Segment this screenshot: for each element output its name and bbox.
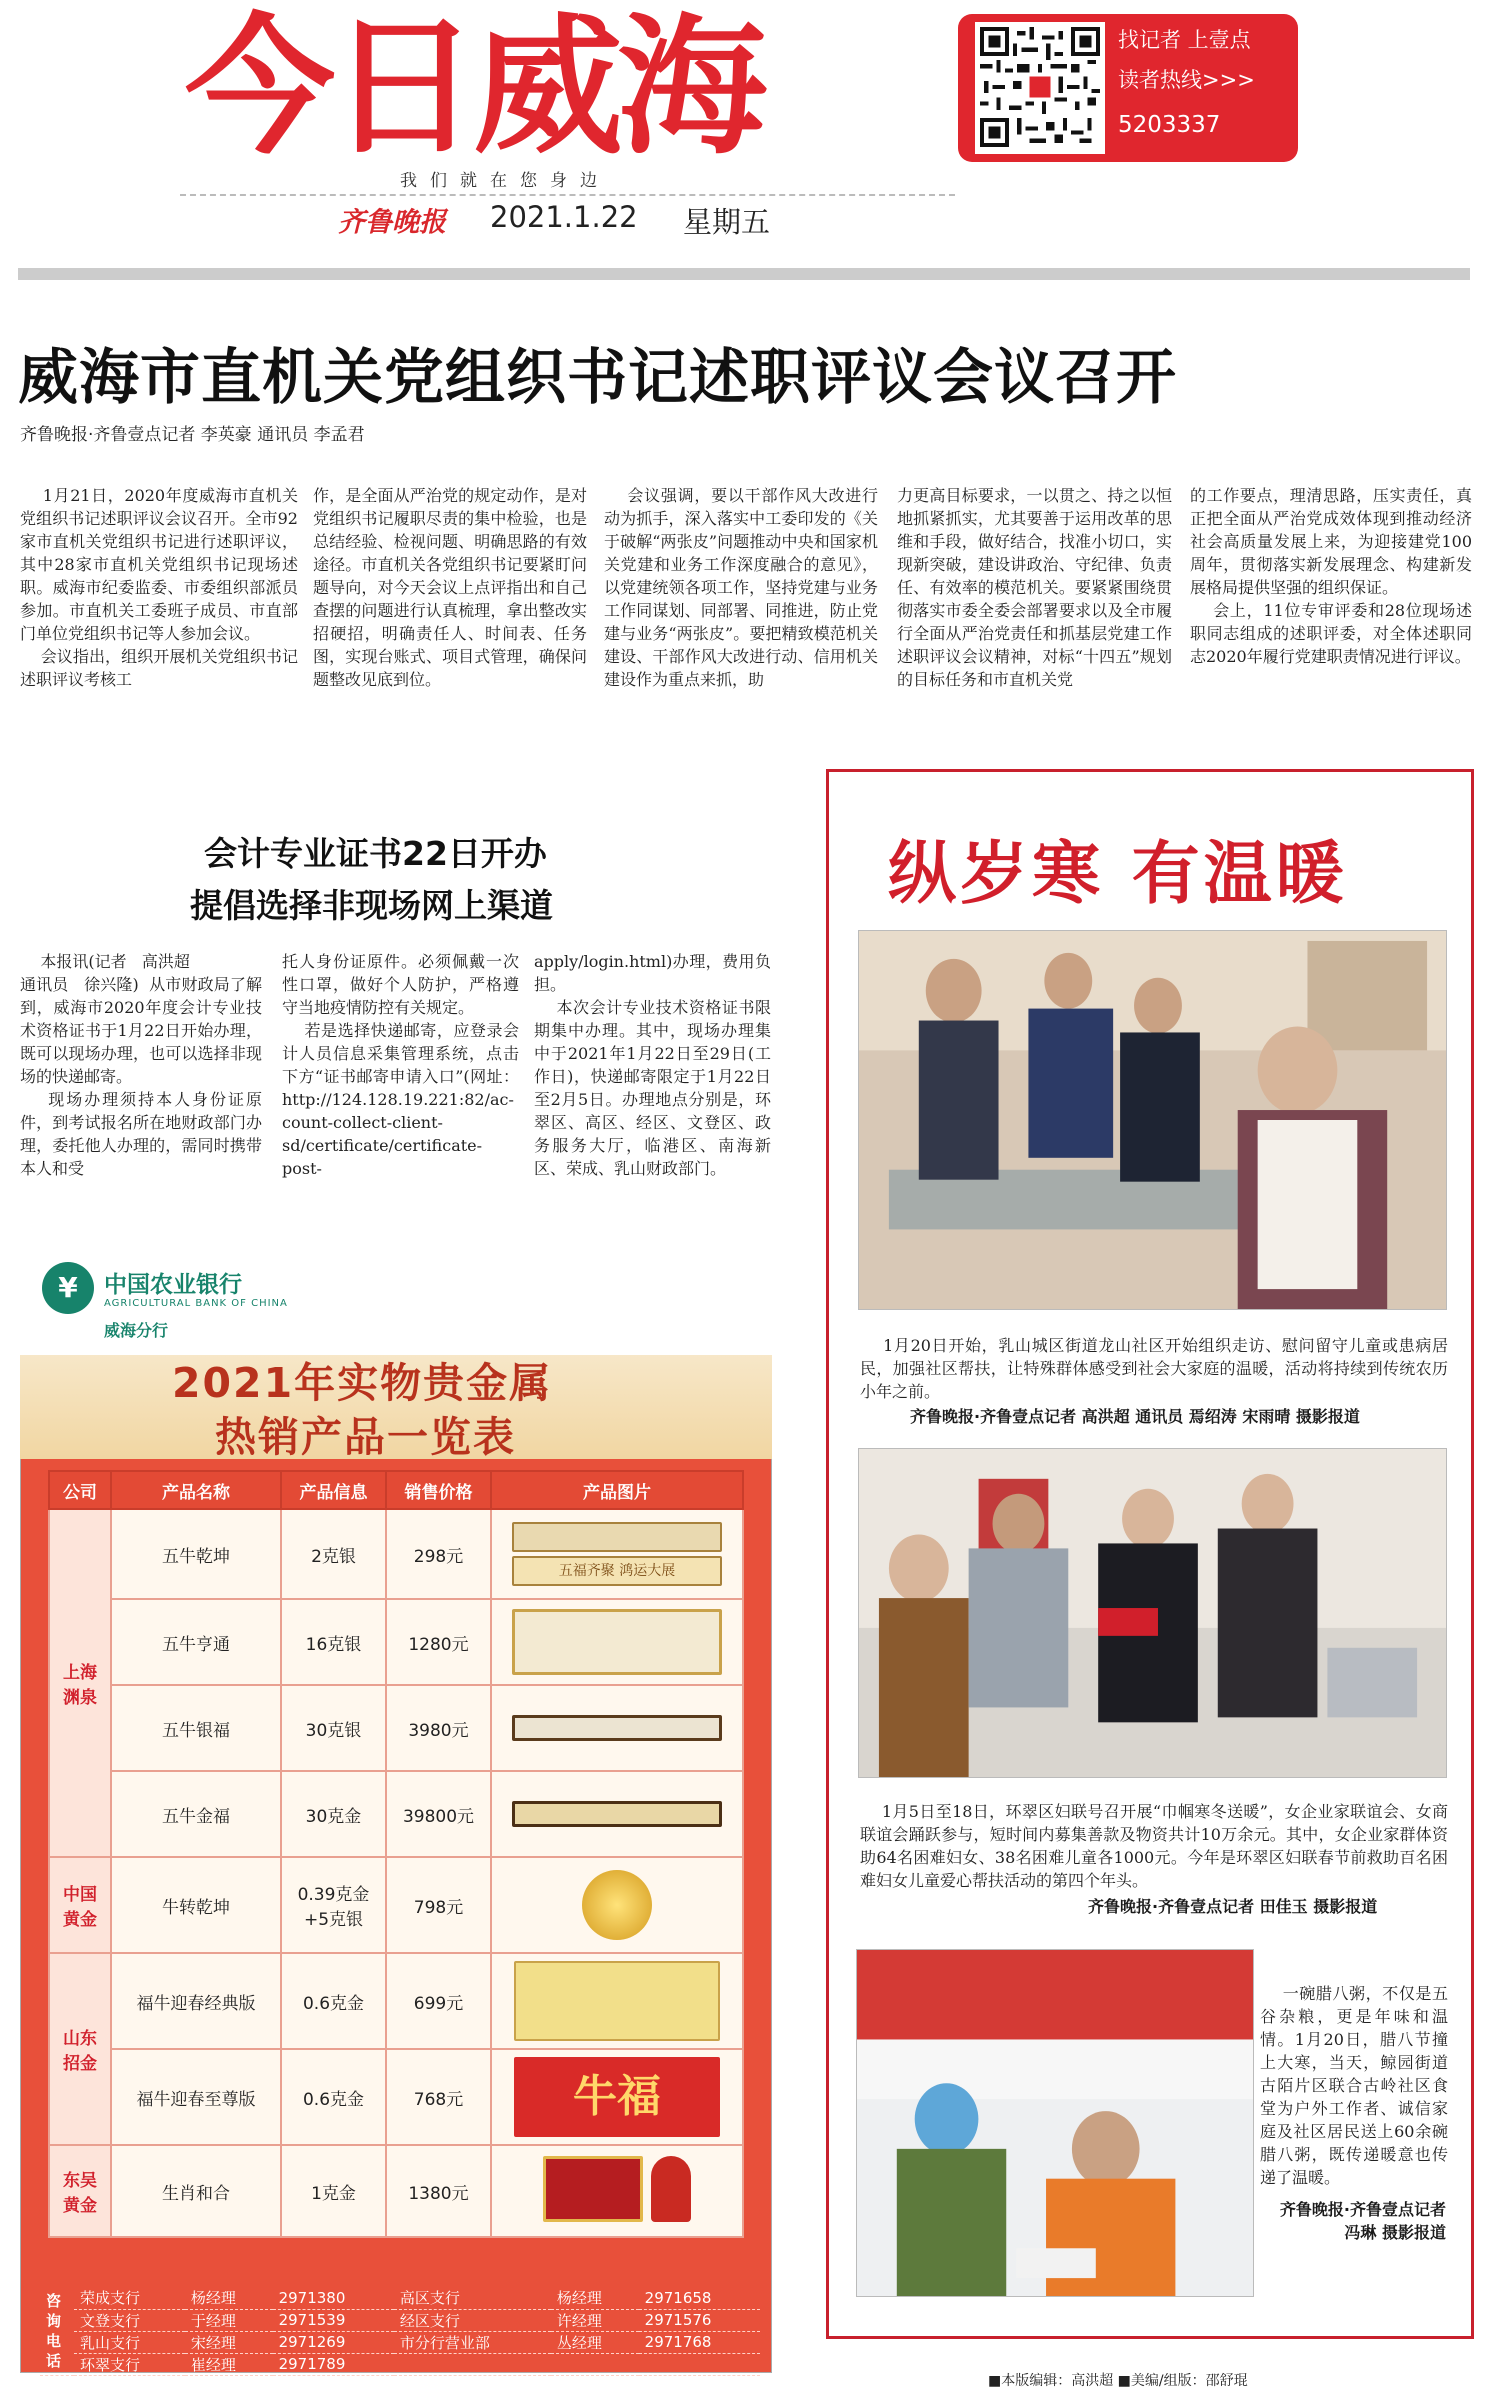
product-name: 福牛迎春至尊版	[111, 2049, 281, 2145]
photo-caption-3: 一碗腊八粥，不仅是五谷杂粮，更是年味和温情。1月20日，腊八节撞上大寒，当天，鲸园街道古陌片区联合古岭社区食堂为户外工作者、诚信家庭及社区居民送上60余碗腊八粥，既传递暖意也传递了温暖。	[1260, 1984, 1448, 2187]
branch-name: 市分行营业部	[394, 2331, 551, 2353]
col-header-image: 产品图片	[491, 1471, 743, 1509]
col-header-name: 产品名称	[111, 1471, 281, 1509]
contact-table	[40, 2287, 760, 2376]
page-editor-credit: ■本版编辑：高洪超 ■美编/组版：邵舒琨	[988, 2373, 1248, 2389]
branch-name: 高区支行	[394, 2287, 551, 2309]
product-price: 798元	[386, 1857, 491, 1953]
manager-name	[551, 2353, 639, 2375]
product-image-cell	[491, 1685, 743, 1771]
product-image-cell	[491, 1771, 743, 1857]
photo-laba-porridge	[856, 1949, 1254, 2297]
company-cell: 中国 黄金	[49, 1857, 111, 1953]
company-cell: 山东 招金	[49, 1953, 111, 2145]
photo-credit-1: 齐鲁晚报·齐鲁壹点记者 高洪超 通讯员 焉绍涛 宋雨晴 摄影报道	[910, 1407, 1360, 1426]
product-info: 0.6克金	[281, 1953, 386, 2049]
photo-credit-2: 齐鲁晚报·齐鲁壹点记者 田佳玉 摄影报道	[1088, 1897, 1378, 1916]
masthead-divider	[180, 194, 955, 196]
main-column-2: 作，是全面从严治党的规定动作，是对党组织书记履职尽责的集中检验，也是总结经验、检视问题、明确思路的有效途径。市直机关各党组织书记要紧盯问题导向，对今天会议上点评指出和自己查摆的问题进行认真梳理，拿出整改实招硬招，明确责任人、时间表、任务图，实现台账式、项目式管理，确保问题整改见底到位。	[313, 486, 587, 689]
product-image	[512, 1609, 722, 1675]
branch-name: 文登支行	[74, 2309, 185, 2331]
product-price-table	[48, 1470, 744, 2238]
main-column-1: 1月21日，2020年度威海市直机关党组织书记述职评议会议召开。全市92家市直机关党组织书记进行述职评议，其中28家市直机关党组织书记现场述职。威海市纪委监委、市委组织部派员参加。市直机关工委班子成员、市直部门单位党组织书记等人参加会议。 会议指出，组织开展机关党组织书记述职评议考核工	[20, 486, 299, 689]
warm-section-title: 纵岁寒 有温暖	[888, 834, 1348, 914]
sub-headline-2: 提倡选择非现场网上渠道	[190, 886, 553, 925]
qr-code-icon[interactable]	[975, 22, 1105, 154]
product-image-cell	[491, 1857, 743, 1953]
hotline-number[interactable]: 5203337	[1118, 112, 1221, 138]
photo-community-visit	[858, 930, 1447, 1310]
product-info: 0.6克金	[281, 2049, 386, 2145]
main-column-4: 力更高目标要求，一以贯之、持之以恒地抓紧抓实，尤其要善于运用改革的思维和手段，做好结合，找准小切口，实现新突破，建设讲政治、守纪律、负责任、有效率的模范机关。要紧紧围绕贯彻落实市委全委会部署要求以及全市履行全面从严治党责任和抓基层党建工作述职评议会议精神，对标“十四五”规划的目标任务和市直机关党	[897, 486, 1172, 689]
paper-logo: 齐鲁晚报	[338, 207, 446, 238]
company-cell: 上海 渊泉	[49, 1509, 111, 1857]
col-header-price: 销售价格	[386, 1471, 491, 1509]
product-info: 1克金	[281, 2145, 386, 2237]
gold-ox-image	[582, 1870, 652, 1940]
product-price: 39800元	[386, 1771, 491, 1857]
sub-headline-1: 会计专业证书22日开办	[204, 834, 547, 873]
ad-branch-name: 威海分行	[104, 1321, 169, 1340]
product-info: 0.39克金 +5克银	[281, 1857, 386, 1953]
branch-name: 乳山支行	[74, 2331, 185, 2353]
product-image-cell	[491, 2049, 743, 2145]
branch-name: 经区支行	[394, 2309, 551, 2331]
ad-title-line-2: 热销产品一览表	[215, 1413, 516, 1461]
phone-number[interactable]: 2971380	[273, 2287, 394, 2309]
product-image	[512, 1801, 722, 1827]
product-price: 768元	[386, 2049, 491, 2145]
sub-column-2: 托人身份证原件。必须佩戴一次性口罩，做好个人防护，严格遵守当地疫情防控有关规定。 若是选择快递邮寄，应登录会计人员信息采集管理系统，点击下方“证书邮寄申请入口”(网址：http://124.128.19.221:82/ac-count-collect-client-sd/certificate/certificate-post-	[282, 952, 519, 1178]
product-price: 699元	[386, 1953, 491, 2049]
phone-number[interactable]: 2971269	[273, 2331, 394, 2353]
product-name: 牛转乾坤	[111, 1857, 281, 1953]
product-name: 五牛银福	[111, 1685, 281, 1771]
company-cell: 东吴 黄金	[49, 2145, 111, 2237]
phone-number[interactable]: 2971576	[639, 2309, 760, 2331]
branch-name: 荣成支行	[74, 2287, 185, 2309]
product-image-banner: 五福齐聚 鸿运大展	[512, 1556, 722, 1586]
main-column-5: 的工作要点，理清思路，压实责任，真正把全面从严治党成效体现到推动经济社会高质量发展上来，为迎接建党100周年，贯彻落实新发展理念、构建新发展格局提供坚强的组织保证。 会上，11位专审评委和28位现场述职同志组成的述职评委，对全体述职同志2020年履行党建职责情况进行评议。	[1190, 486, 1472, 666]
main-headline: 威海市直机关党组织书记述职评议会议召开	[18, 343, 1177, 413]
product-price: 298元	[386, 1509, 491, 1599]
masthead-title: 今日威海	[185, 2, 762, 174]
phone-number[interactable]: 2971789	[273, 2353, 394, 2375]
phone-number[interactable]: 2971539	[273, 2309, 394, 2331]
manager-name: 杨经理	[185, 2287, 273, 2309]
manager-name: 于经理	[185, 2309, 273, 2331]
manager-name: 丛经理	[551, 2331, 639, 2353]
manager-name: 杨经理	[551, 2287, 639, 2309]
photo-caption-1: 1月20日开始，乳山城区街道龙山社区开始组织走访、慰问留守儿童或患病居民，加强社区帮扶，让特殊群体感受到社会大家庭的温暖，活动将持续到传统农历小年之前。	[860, 1336, 1448, 1401]
product-name: 五牛乾坤	[111, 1509, 281, 1599]
manager-name: 宋经理	[185, 2331, 273, 2353]
photo-caption-2: 1月5日至18日，环翠区妇联号召开展“巾帼寒冬送暖”，女企业家联谊会、女商联谊会踊跃参与，短时间内募集善款及物资共计10万余元。其中，女企业家群体资助64名困难妇女、38名困难儿童各1000元。今年是环翠区妇联春节前救助百名困难妇女儿童爱心帮扶活动的第四个年头。	[860, 1802, 1448, 1890]
product-price: 3980元	[386, 1685, 491, 1771]
contact-label: 咨询电话	[40, 2287, 74, 2375]
product-price: 1280元	[386, 1599, 491, 1685]
product-image	[514, 1961, 720, 2041]
sub-column-1: 本报讯(记者 高洪超 通讯员 徐兴隆) 从市财政局了解到，威海市2020年度会计专业技术资格证书于1月22日开始办理，既可以现场办理，也可以选择非现场的快递邮寄。 现场办理须持本人身份证原件，到考试报名所在地财政部门办理，委托他人办理的，需同时携带本人和受	[20, 952, 262, 1178]
product-image	[543, 2156, 643, 2222]
product-name: 五牛亨通	[111, 1599, 281, 1685]
product-image-cell	[491, 1953, 743, 2049]
product-price: 1380元	[386, 2145, 491, 2237]
masthead-slogan: 我们就在您身边	[400, 171, 610, 191]
product-name: 生肖和合	[111, 2145, 281, 2237]
manager-name: 许经理	[551, 2309, 639, 2331]
product-image	[512, 1522, 722, 1552]
photo-womens-federation	[858, 1448, 1447, 1778]
hotline-line-1: 找记者 上壹点	[1118, 28, 1251, 52]
branch-name: 环翠支行	[74, 2353, 185, 2375]
photo-credit-3: 齐鲁晚报·齐鲁壹点记者 冯琳 摄影报道	[1279, 2200, 1446, 2242]
product-image-niufu: 牛福	[514, 2057, 720, 2137]
product-image-cell	[491, 1599, 743, 1685]
main-column-3: 会议强调，要以干部作风大改进行动为抓手，深入落实中工委印发的《关于破解“两张皮”问题推动中央和国家机关党建和业务工作深度融合的意见》，以党建统领各项工作，坚持党建与业务工作同谋划、同部署、同推进，防止党建与业务“两张皮”。要把精致模范机关建设、干部作风大改进行动、信用机关建设作为重点来抓，助	[604, 486, 878, 689]
branch-name	[394, 2353, 551, 2375]
product-image-cell	[491, 2145, 743, 2237]
masthead-rule	[18, 268, 1470, 280]
col-header-info: 产品信息	[281, 1471, 386, 1509]
product-info: 2克银	[281, 1509, 386, 1599]
sub-column-3: apply/login.html)办理，费用负担。 本次会计专业技术资格证书限期集中办理。其中，现场办理集中于2021年1月22日至29日(工作日)，快递邮寄限定于1月22日至2月5日。办理地点分别是，环翠区、高区、经区、文登区、政务服务大厅，临港区、南海新区、荣成、乳山财政部门。	[534, 952, 771, 1178]
product-name: 福牛迎春经典版	[111, 1953, 281, 2049]
phone-number[interactable]: 2971658	[639, 2287, 760, 2309]
issue-date: 2021.1.22	[490, 200, 638, 234]
product-info: 30克银	[281, 1685, 386, 1771]
col-header-company: 公司	[49, 1471, 111, 1509]
product-image-cell	[491, 1509, 743, 1599]
product-name: 五牛金福	[111, 1771, 281, 1857]
product-image	[512, 1715, 722, 1741]
manager-name: 崔经理	[185, 2353, 273, 2375]
phone-number[interactable]	[639, 2353, 760, 2375]
product-image	[651, 2156, 691, 2222]
ad-bank-name: 中国农业银行	[104, 1271, 242, 1298]
hotline-line-2: 读者热线>>>	[1118, 68, 1255, 92]
main-byline: 齐鲁晚报·齐鲁壹点记者 李英豪 通讯员 李孟君	[20, 425, 365, 445]
product-info: 16克银	[281, 1599, 386, 1685]
ad-title-line-1: 2021年实物贵金属	[172, 1359, 553, 1407]
issue-weekday: 星期五	[683, 205, 771, 239]
phone-number[interactable]: 2971768	[639, 2331, 760, 2353]
ad-bank-name-en: AGRICULTURAL BANK OF CHINA	[104, 1298, 288, 1309]
abc-logo-icon: ¥	[42, 1262, 94, 1314]
product-info: 30克金	[281, 1771, 386, 1857]
